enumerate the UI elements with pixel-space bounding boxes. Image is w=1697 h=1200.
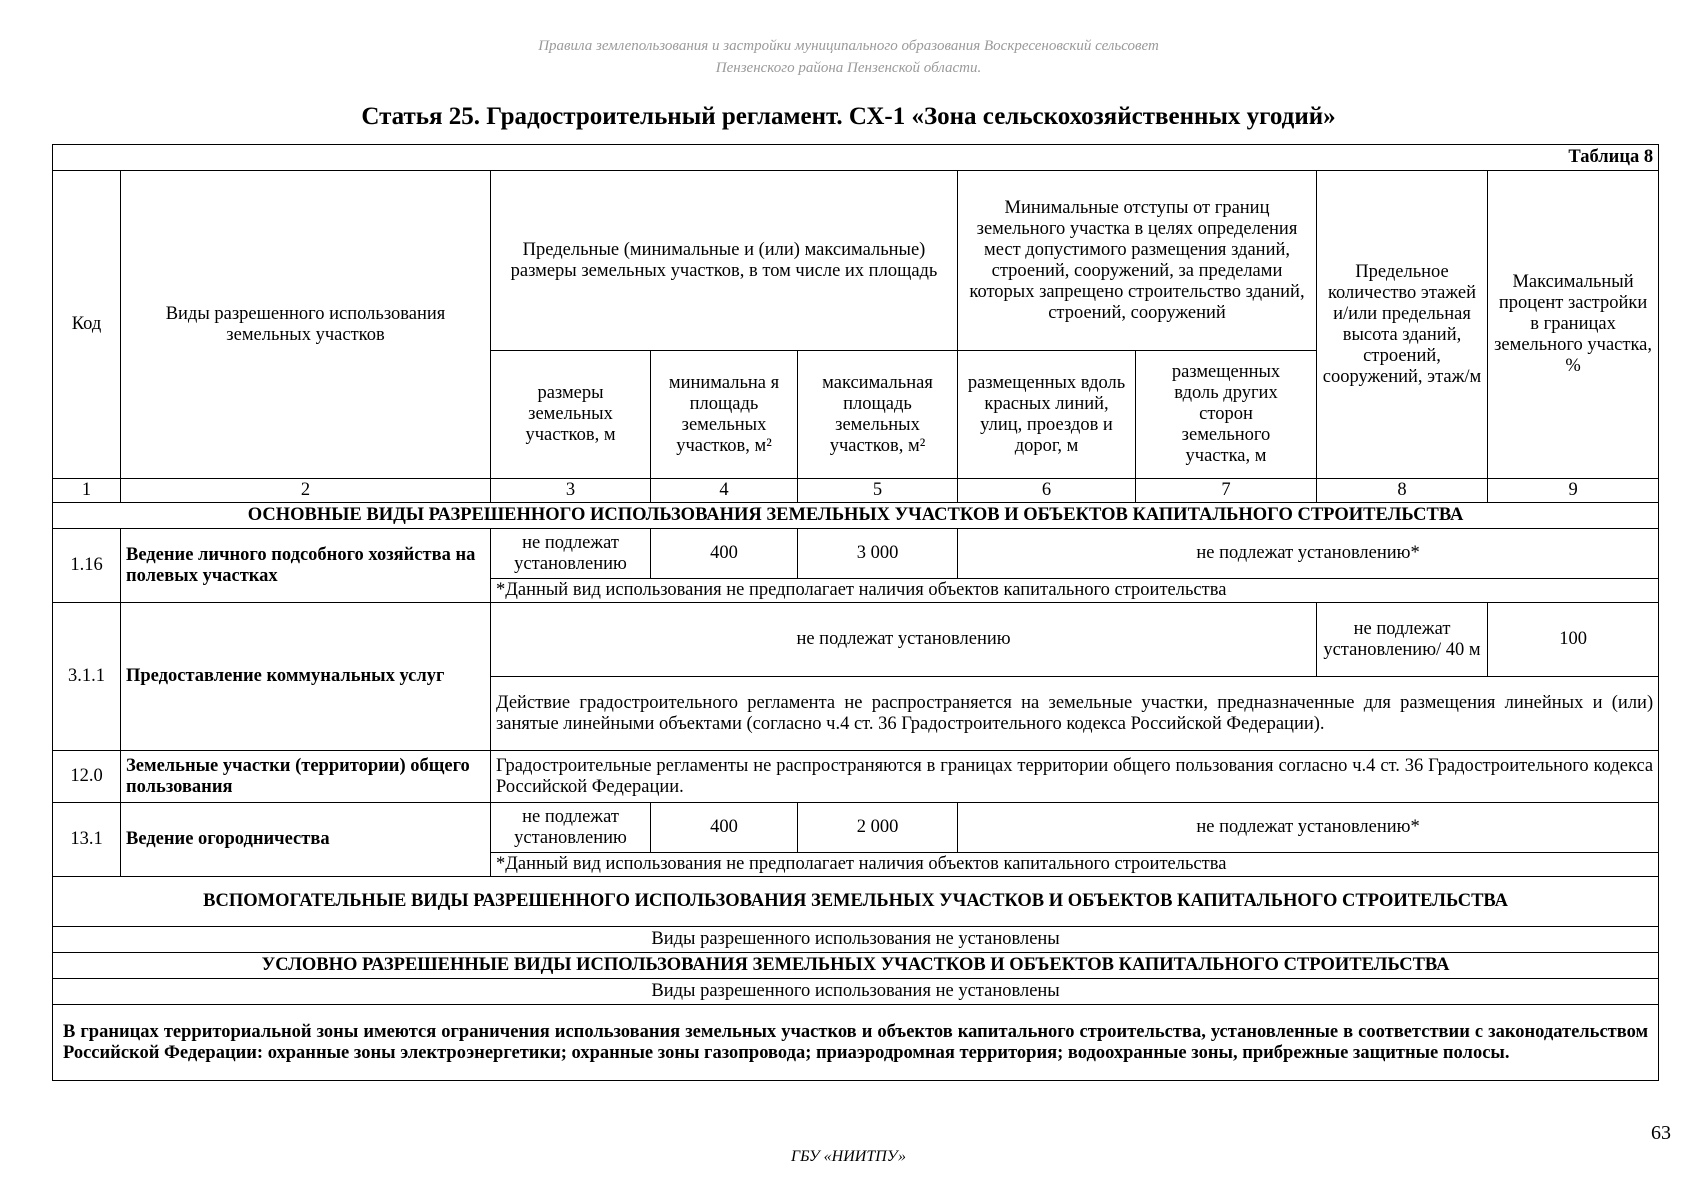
regulation-table xyxy=(52,144,1659,1081)
row-min-area: 400 xyxy=(651,529,798,579)
row-name: Предоставление коммунальных услуг xyxy=(121,603,491,751)
header-min-area: минимальна я площадь земельных участков, м² xyxy=(651,351,798,479)
row-min-area: 400 xyxy=(651,803,798,853)
row-note: Действие градостроительного регламента не распространяется на земельные участки, предназначенные для размещения линейных и (или) занятые линейными объектами (согласно ч.4 ст. 36 Градостроительного кодекса Российской Федерации). xyxy=(491,677,1659,751)
table-row xyxy=(53,603,1659,677)
running-header-line-1: Правила землепользования и застройки муниципального образования Воскресеновский сельсовет xyxy=(538,38,1159,54)
column-numbers-row xyxy=(53,479,1659,503)
row-params: не подлежат установлению xyxy=(491,603,1317,677)
col-number: 8 xyxy=(1317,479,1488,503)
row-name: Земельные участки (территории) общего пользования xyxy=(121,751,491,803)
header-along-other: размещенных вдоль других сторон земельного участка, м xyxy=(1136,351,1317,479)
col-number: 2 xyxy=(121,479,491,503)
section-conditional-heading: УСЛОВНО РАЗРЕШЕННЫЕ ВИДЫ ИСПОЛЬЗОВАНИЯ ЗЕМЕЛЬНЫХ УЧАСТКОВ И ОБЪЕКТОВ КАПИТАЛЬНОГО СТРОИТЕЛЬСТВА xyxy=(53,953,1659,979)
row-name: Ведение огородничества xyxy=(121,803,491,877)
row-code: 13.1 xyxy=(53,803,121,877)
aux-text: Виды разрешенного использования не установлены xyxy=(53,927,1659,953)
row-other-params: не подлежат установлению* xyxy=(958,529,1659,579)
row-floors: не подлежат установлению/ 40 м xyxy=(1317,603,1488,677)
restrictions-note: В границах территориальной зоны имеются ограничения использования земельных участков и объектов капитального строительства, установленные в соответствии с законодательством Российской Федерации: охранные зоны электроэнергетики; охранные зоны газопровода; приаэродромная территория; водоохранные зоны, прибрежные защитные полосы. xyxy=(53,1005,1659,1081)
section-aux-heading: ВСПОМОГАТЕЛЬНЫЕ ВИДЫ РАЗРЕШЕННОГО ИСПОЛЬЗОВАНИЯ ЗЕМЕЛЬНЫХ УЧАСТКОВ И ОБЪЕКТОВ КАПИТАЛЬНОГО СТРОИТЕЛЬСТВА xyxy=(53,877,1659,927)
row-code: 3.1.1 xyxy=(53,603,121,751)
row-code: 12.0 xyxy=(53,751,121,803)
row-size: не подлежат установлению xyxy=(491,529,651,579)
header-sizes: размеры земельных участков, м xyxy=(491,351,651,479)
page-footer: ГБУ «НИИТПУ» xyxy=(791,1148,906,1165)
col-number: 5 xyxy=(798,479,958,503)
page-title: Статья 25. Градостроительный регламент. СХ-1 «Зона сельскохозяйственных угодий» xyxy=(361,103,1336,130)
row-coverage: 100 xyxy=(1488,603,1659,677)
page-number: 63 xyxy=(1651,1122,1671,1144)
col-number: 9 xyxy=(1488,479,1659,503)
col-number: 4 xyxy=(651,479,798,503)
row-footnote: *Данный вид использования не предполагает наличия объектов капитального строительства xyxy=(491,853,1659,877)
header-types: Виды разрешенного использования земельных участков xyxy=(121,171,491,479)
table-row xyxy=(53,529,1659,579)
header-sizes-group: Предельные (минимальные и (или) максимальные) размеры земельных участков, в том числе их площадь xyxy=(491,171,958,351)
row-size: не подлежат установлению xyxy=(491,803,651,853)
col-number: 7 xyxy=(1136,479,1317,503)
running-header-line-2: Пензенского района Пензенской области. xyxy=(715,60,982,76)
header-along-red: размещенных вдоль красных линий, улиц, проездов и дорог, м xyxy=(958,351,1136,479)
col-number: 1 xyxy=(53,479,121,503)
row-max-area: 2 000 xyxy=(798,803,958,853)
col-number: 6 xyxy=(958,479,1136,503)
conditional-text: Виды разрешенного использования не установлены xyxy=(53,979,1659,1005)
row-note: Градостроительные регламенты не распространяются в границах территории общего пользования согласно ч.4 ст. 36 Градостроительного кодекса Российской Федерации. xyxy=(491,751,1659,803)
header-max-area: максимальная площадь земельных участков, м² xyxy=(798,351,958,479)
table-row xyxy=(53,751,1659,803)
row-max-area: 3 000 xyxy=(798,529,958,579)
row-footnote: *Данный вид использования не предполагает наличия объектов капитального строительства xyxy=(491,579,1659,603)
row-name: Ведение личного подсобного хозяйства на полевых участках xyxy=(121,529,491,603)
table-row xyxy=(53,803,1659,853)
row-code: 1.16 xyxy=(53,529,121,603)
header-coverage: Максимальный процент застройки в границах земельного участка, % xyxy=(1488,171,1659,479)
col-number: 3 xyxy=(491,479,651,503)
row-other-params: не подлежат установлению* xyxy=(958,803,1659,853)
header-code: Код xyxy=(53,171,121,479)
header-floors: Предельное количество этажей и/или предельная высота зданий, строений, сооружений, этаж/м xyxy=(1317,171,1488,479)
header-setbacks-group: Минимальные отступы от границ земельного участка в целях определения мест допустимого размещения зданий, строений, сооружений, за пределами которых запрещено строительство зданий, строений, сооружений xyxy=(958,171,1317,351)
section-main-heading: ОСНОВНЫЕ ВИДЫ РАЗРЕШЕННОГО ИСПОЛЬЗОВАНИЯ ЗЕМЕЛЬНЫХ УЧАСТКОВ И ОБЪЕКТОВ КАПИТАЛЬНОГО СТРОИТЕЛЬСТВА xyxy=(53,503,1659,529)
table-number: Таблица 8 xyxy=(53,145,1659,171)
